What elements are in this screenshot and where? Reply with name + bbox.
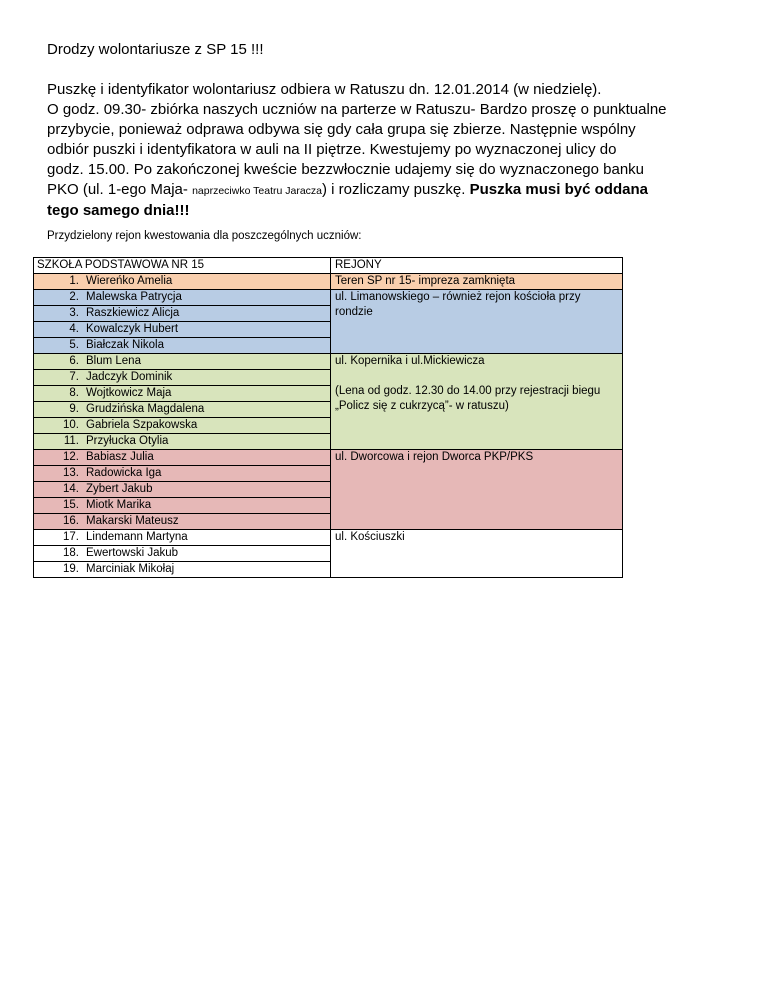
student-cell: 13. Radowicka Iga [34,466,331,482]
instructions-paragraph [47,80,737,221]
student-cell: 10. Gabriela Szpakowska [34,418,331,434]
table-row [34,450,623,466]
school-header: SZKOŁA PODSTAWOWA NR 15 [34,258,331,274]
student-cell: 11. Przyłucka Otylia [34,434,331,450]
student-cell: 14. Zybert Jakub [34,482,331,498]
student-cell: 8. Wojtkowicz Maja [34,386,331,402]
region-text: ul. Kopernika i ul.Mickiewicza [335,355,485,367]
instructions-line: godz. 15.00. Po zakończonej kweście bezzwłocznie udajemy się do wyznaczonego banku [47,161,645,178]
deadline-warning-end: tego samego dnia!!! [47,202,190,219]
student-cell: 17. Lindemann Martyna [34,530,331,546]
student-cell: 12. Babiasz Julia [34,450,331,466]
region-cell: ul. Kościuszki [331,530,623,578]
student-cell: 5. Białczak Nikola [34,338,331,354]
region-cell [331,354,623,450]
region-cell: ul. Dworcowa i rejon Dworca PKP/PKS [331,450,623,530]
instructions-line: przybycie, ponieważ odprawa odbywa się gdy cała grupa się zbierze. Następnie wspólny [47,121,636,138]
student-cell: 7. Jadczyk Dominik [34,370,331,386]
bank-text: PKO (ul. 1-ego Maja- [47,181,193,198]
instructions-line [47,180,737,201]
student-cell: 1. Wiereńko Amelia [34,274,331,290]
instructions-line: odbiór puszki i identyfikatora w auli na II piętrze. Kwestujemy po wyznaczonej ulicy do [47,141,617,158]
student-cell: 6. Blum Lena [34,354,331,370]
table-row [34,274,623,290]
student-cell: 4. Kowalczyk Hubert [34,322,331,338]
greeting-heading: Drodzy wolontariusze z SP 15 !!! [47,41,264,58]
student-cell: 3. Raszkiewicz Alicja [34,306,331,322]
instructions-line: Puszkę i identyfikator wolontariusz odbiera w Ratuszu dn. 12.01.2014 (w niedzielę). [47,81,602,98]
student-cell: 15. Miotk Marika [34,498,331,514]
deadline-warning: Puszka musi być oddana [469,181,648,198]
region-cell: Teren SP nr 15- impreza zamknięta [331,274,623,290]
settlement-text: ) i rozliczamy puszkę. [322,181,470,198]
table-header-row [34,258,623,274]
student-cell: 2. Malewska Patrycja [34,290,331,306]
instructions-line [47,201,737,221]
table-row [34,530,623,546]
region-note: (Lena od godz. 12.30 do 14.00 przy rejestracji biegu „Policz się z cukrzycą”- w ratuszu) [335,385,601,412]
assignment-table [33,257,623,578]
student-cell: 9. Grudzińska Magdalena [34,402,331,418]
student-cell: 19. Marciniak Mikołaj [34,562,331,578]
student-cell: 18. Ewertowski Jakub [34,546,331,562]
regions-header: REJONY [331,258,623,274]
bank-location-note: naprzeciwko Teatru Jaracza [192,185,323,197]
table-row [34,354,623,370]
instructions-line: O godz. 09.30- zbiórka naszych uczniów na parterze w Ratuszu- Bardzo proszę o punktualne [47,101,667,118]
assignment-caption: Przydzielony rejon kwestowania dla poszczególnych uczniów: [47,230,362,242]
table-row [34,290,623,306]
region-cell: ul. Limanowskiego – również rejon kościoła przy rondzie [331,290,623,354]
student-cell: 16. Makarski Mateusz [34,514,331,530]
